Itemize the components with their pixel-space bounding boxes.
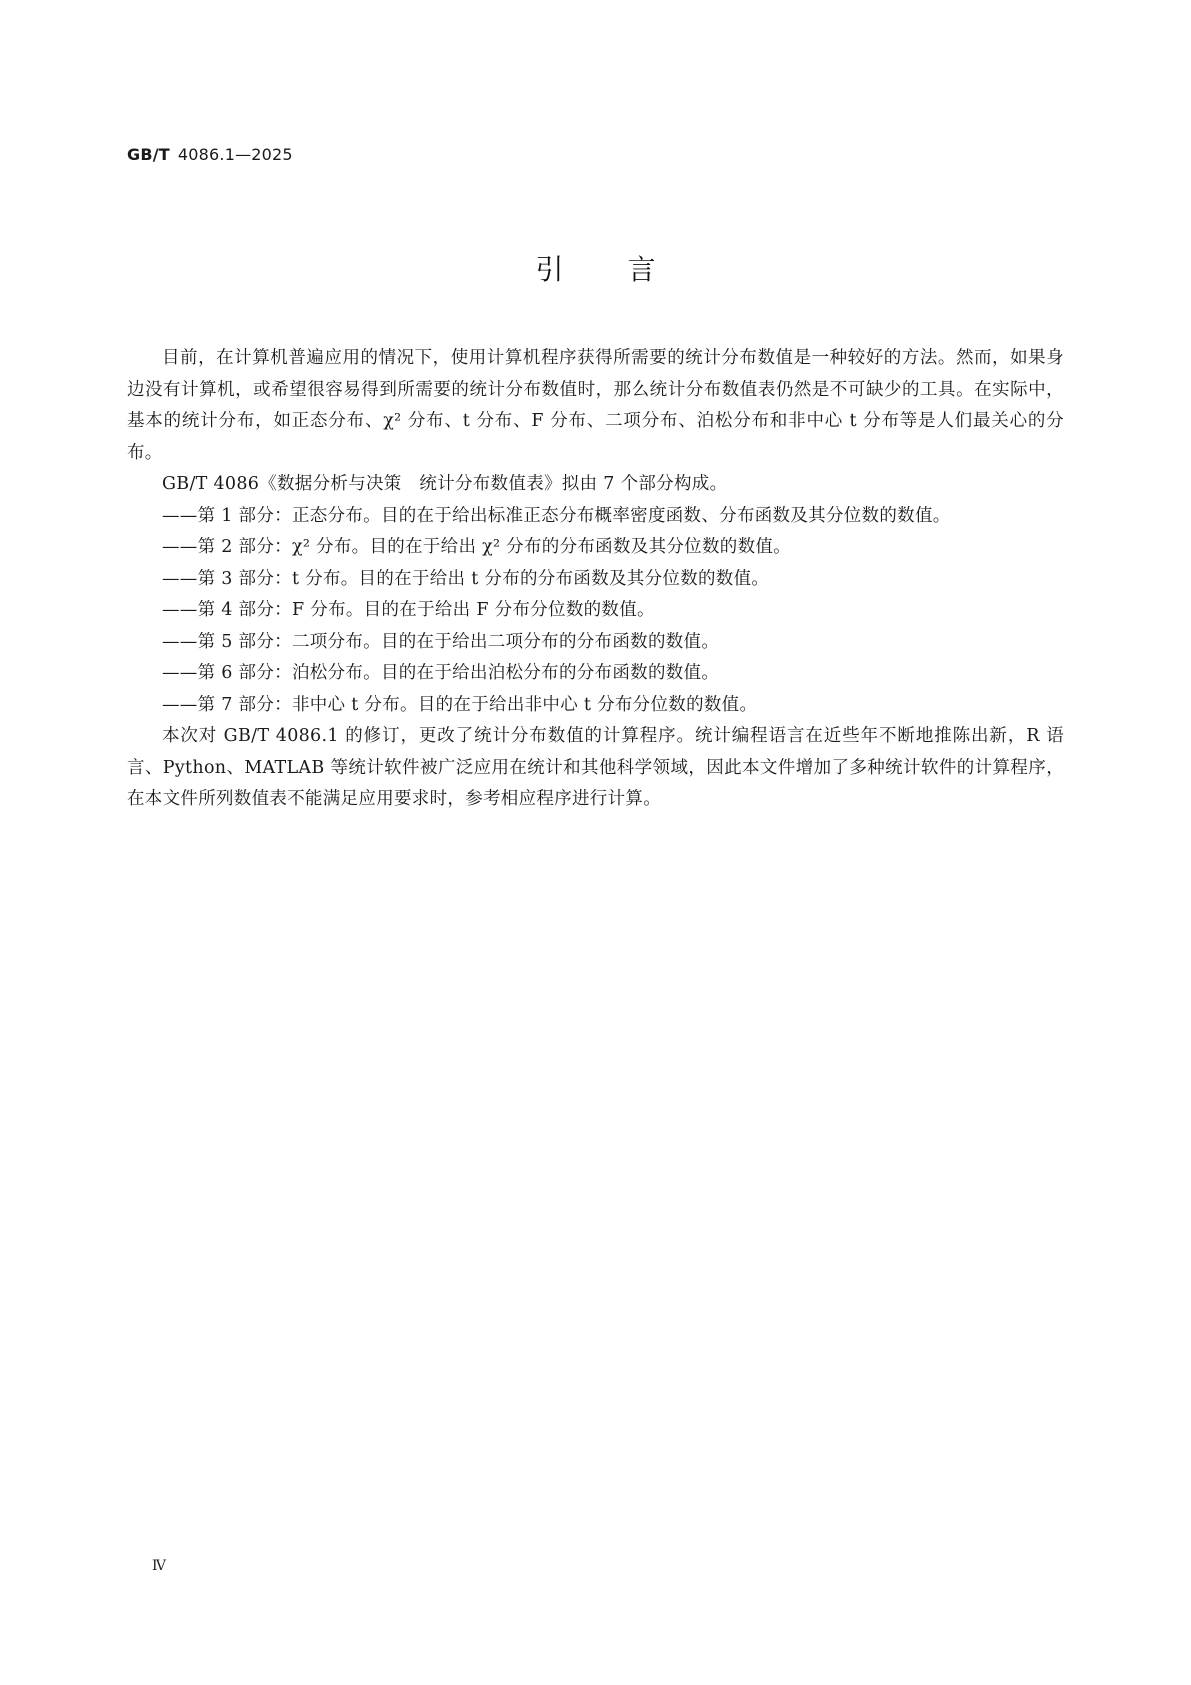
part-list-item: ——第 7 部分：非中心 t 分布。目的在于给出非中心 t 分布分位数的数值。 — [162, 694, 758, 715]
part-list-item: ——第 6 部分：泊松分布。目的在于给出泊松分布的分布函数的数值。 — [162, 663, 720, 683]
page-number: Ⅳ — [152, 1558, 166, 1574]
part-list-item: ——第 3 部分：t 分布。目的在于给出 t 分布的分布函数及其分位数的数值。 — [162, 568, 770, 589]
part-list-item: ——第 2 部分：χ² 分布。目的在于给出 χ² 分布的分布函数及其分位数的数值。 — [162, 537, 791, 557]
standard-prefix: GB/T — [127, 145, 170, 164]
part-list-item: ——第 1 部分：正态分布。目的在于给出标准正态分布概率密度函数、分布函数及其分位数的数值。 — [162, 505, 951, 526]
part-list-item: ——第 4 部分：F 分布。目的在于给出 F 分布分位数的数值。 — [162, 600, 655, 620]
standard-number: 4086.1—2025 — [177, 145, 293, 164]
page-title: 引言 — [535, 253, 720, 286]
document-body — [127, 343, 1064, 816]
part-list-item: ——第 5 部分：二项分布。目的在于给出二项分布的分布函数的数值。 — [162, 631, 720, 652]
structure-paragraph: GB/T 4086《数据分析与决策 统计分布数值表》拟由 7 个部分构成。 — [162, 474, 728, 494]
standard-header — [127, 145, 293, 164]
revision-paragraph: 本次对 GB/T 4086.1 的修订，更改了统计分布数值的计算程序。统计编程语言在近些年不断地推陈出新，R 语言、Python、MATLAB 等统计软件被广泛应用在统计和其他科学领域，因此本文件增加了多种统计软件的计算程序，在本文件所列数值表不能满足应用要求时，参考相应程序进行计算。 — [127, 726, 1064, 809]
intro-paragraph: 目前，在计算机普遍应用的情况下，使用计算机程序获得所需要的统计分布数值是一种较好的方法。然而，如果身边没有计算机，或希望很容易得到所需要的统计分布数值时，那么统计分布数值表仍然是不可缺少的工具。在实际中，基本的统计分布，如正态分布、χ² 分布、t 分布、F 分布、二项分布、泊松分布和非中心 t 分布等是人们最关心的分布。 — [127, 348, 1064, 463]
